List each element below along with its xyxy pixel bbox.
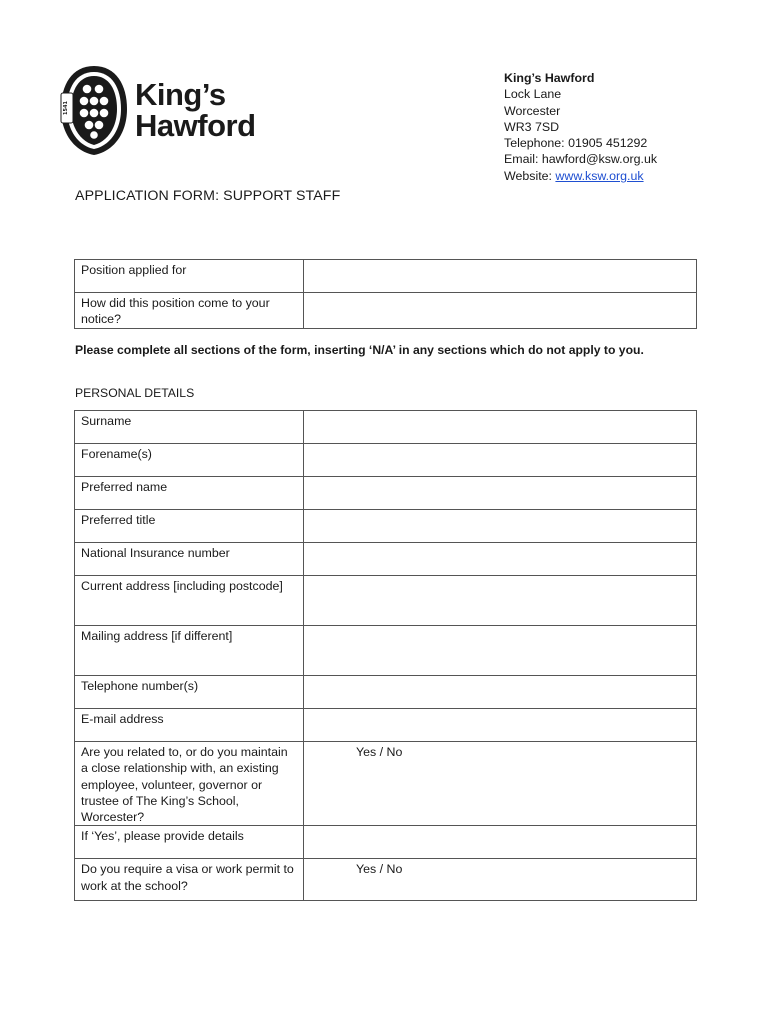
position-notice-label: How did this position come to your notice? [75,293,304,329]
table-row [75,260,697,293]
address-line-2: Worcester [504,103,561,118]
website-link[interactable]: www.ksw.org.uk [555,168,644,183]
table-row [75,293,697,329]
mailing-address-label: Mailing address [if different] [75,626,304,676]
form-title: APPLICATION FORM: SUPPORT STAFF [75,188,341,204]
school-shield-icon [58,63,130,157]
yes-no-option[interactable]: Yes / No [356,745,403,759]
table-row [75,444,697,477]
school-website [504,168,764,184]
relationship-details-label: If ‘Yes’, please provide details [75,826,304,859]
ni-number-label: National Insurance number [75,543,304,576]
school-email: Email: hawford@ksw.org.uk [504,152,658,167]
position-applied-field[interactable] [304,260,697,293]
school-name: King’s Hawford [504,71,595,85]
table-row [75,742,697,826]
visa-answer-field[interactable] [304,859,697,901]
table-row [75,477,697,510]
table-row [75,826,697,859]
telephone-label: Telephone number(s) [75,676,304,709]
table-row [75,510,697,543]
relationship-details-field[interactable] [304,826,697,859]
relationship-question-label: Are you related to, or do you maintain a close relationship with, an existing employee, volunteer, governor or trustee of The King’s School, Worcester? [75,742,304,826]
position-notice-field[interactable] [304,293,697,329]
school-telephone: Telephone: 01905 451292 [504,136,648,151]
preferred-title-label: Preferred title [75,510,304,543]
table-row [75,676,697,709]
logo-word-hawford: Hawford [135,108,256,143]
mailing-address-field[interactable] [304,626,697,676]
yes-no-option[interactable]: Yes / No [356,862,403,877]
surname-field[interactable] [304,411,697,444]
email-label: E-mail address [75,709,304,742]
school-address-block [504,70,764,184]
preferred-name-field[interactable] [304,477,697,510]
telephone-field[interactable] [304,676,697,709]
address-line-1: Lock Lane [504,87,562,102]
current-address-field[interactable] [304,576,697,626]
position-applied-label: Position applied for [75,260,304,293]
preferred-title-field[interactable] [304,510,697,543]
forenames-label: Forename(s) [75,444,304,477]
logo-word-kings: King’s [135,77,226,112]
address-postcode: WR3 7SD [504,119,560,134]
ni-number-field[interactable] [304,543,697,576]
table-row [75,576,697,626]
kings-hawford-logo [58,63,298,157]
shield-year-text: 1541 [63,101,69,115]
visa-question-label: Do you require a visa or work permit to work at the school? [75,859,304,901]
relationship-answer-field[interactable] [304,742,697,826]
table-row [75,859,697,901]
preferred-name-label: Preferred name [75,477,304,510]
current-address-label: Current address [including postcode] [75,576,304,626]
surname-label: Surname [75,411,304,444]
table-row [75,626,697,676]
table-row [75,543,697,576]
table-row [75,411,697,444]
table-row [75,709,697,742]
email-field[interactable] [304,709,697,742]
personal-details-table [74,410,697,901]
website-label: Website: [504,168,556,183]
forenames-field[interactable] [304,444,697,477]
form-instruction: Please complete all sections of the form, inserting ‘N/A’ in any sections which do not apply to you. [75,343,644,357]
position-table [74,259,697,329]
personal-details-heading: PERSONAL DETAILS [75,386,195,400]
